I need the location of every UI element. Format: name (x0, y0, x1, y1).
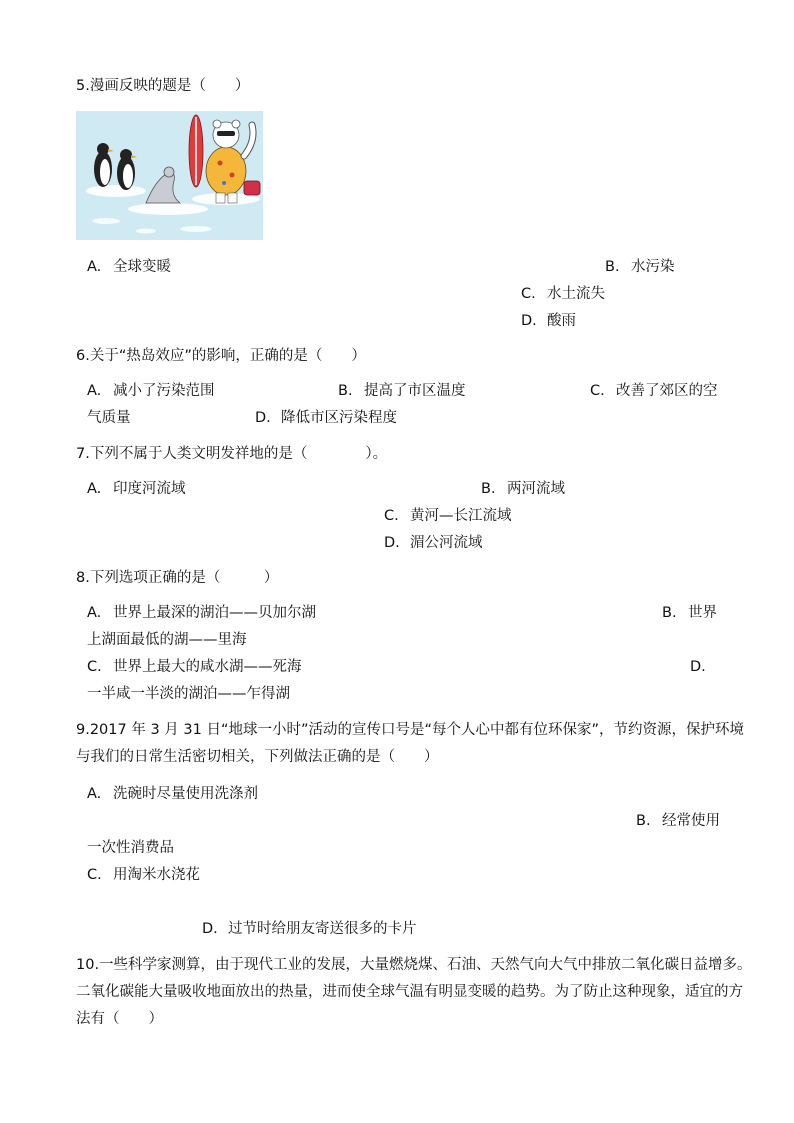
q9-option-b[interactable] (636, 811, 720, 831)
bag-icon (244, 181, 260, 195)
option-letter: C. (87, 659, 102, 675)
q5-option-d[interactable] (521, 311, 576, 331)
option-letter: D. (255, 410, 271, 426)
q6-option-d[interactable] (255, 408, 397, 428)
option-text: 减小了污染范围 (113, 383, 215, 399)
surfboard-icon (189, 115, 203, 187)
option-text: 全球变暖 (113, 259, 171, 275)
q6-option-b[interactable] (338, 381, 466, 401)
option-letter: C. (384, 508, 399, 524)
q5-option-c[interactable] (521, 284, 605, 304)
q5-option-a[interactable] (87, 257, 171, 277)
q9-option-c[interactable] (87, 865, 200, 885)
q10-stem-line2: 二氧化碳能大量吸收地面放出的热量，进而使全球气温有明显变暖的趋势。为了防止这种现象，适宜的方 (76, 984, 743, 1000)
q6-stem: 6.关于“热岛效应”的影响，正确的是（ ） (76, 348, 366, 364)
q7-option-b[interactable] (481, 479, 565, 499)
q8-option-c[interactable] (87, 657, 302, 677)
q8-option-a[interactable] (87, 603, 316, 623)
option-text: 改善了郊区的空 (616, 383, 718, 399)
option-letter: A. (87, 786, 102, 802)
option-letter: A. (87, 605, 102, 621)
option-letter: B. (338, 383, 353, 399)
option-letter: C. (521, 286, 536, 302)
option-letter: C. (87, 867, 102, 883)
q10-stem-line1: 10.一些科学家测算，由于现代工业的发展，大量燃烧煤、石油、天然气向大气中排放二氧化碳日益增多。 (76, 957, 752, 973)
option-letter: B. (605, 259, 620, 275)
q8-stem: 8.下列选项正确的是（ ） (76, 570, 279, 586)
q8-option-b[interactable] (662, 603, 717, 623)
q9-stem-line1: 9.2017 年 3 月 31 日“地球一小时”活动的宣传口号是“每个人心中都有位环保家”，节约资源，保护环境 (76, 722, 745, 738)
option-text: 经常使用 (662, 813, 720, 829)
option-letter: B. (662, 605, 677, 621)
q8-option-d-continued: 一半咸一半淡的湖泊——乍得湖 (87, 686, 290, 702)
option-text: 湄公河流域 (410, 535, 483, 551)
q6-option-c-continued: 气质量 (87, 410, 131, 426)
q8-option-b-continued: 上湖面最低的湖——里海 (87, 632, 247, 648)
q7-option-c[interactable] (384, 506, 512, 526)
q9-option-a[interactable] (87, 784, 258, 804)
option-text: 世界上最深的湖泊——贝加尔湖 (113, 605, 316, 621)
q9-option-d[interactable] (202, 919, 417, 939)
option-letter: D. (690, 659, 706, 675)
option-letter: C. (590, 383, 605, 399)
option-text: 印度河流域 (113, 481, 186, 497)
option-text: 黄河—长江流域 (410, 508, 512, 524)
q10-stem-line3: 法有（ ） (76, 1011, 163, 1027)
q6-option-a[interactable] (87, 381, 215, 401)
option-text: 水土流失 (547, 286, 605, 302)
option-text: 世界上最大的咸水湖——死海 (113, 659, 302, 675)
option-text: 洗碗时尽量使用洗涤剂 (113, 786, 258, 802)
option-text: 酸雨 (547, 313, 576, 329)
q8-option-d[interactable] (690, 657, 706, 677)
cartoon-illustration (76, 111, 263, 240)
q5-option-b[interactable] (605, 257, 675, 277)
q7-option-d[interactable] (384, 533, 483, 553)
option-text: 过节时给朋友寄送很多的卡片 (228, 921, 417, 937)
option-text: 世界 (688, 605, 717, 621)
q9-stem-line2: 与我们的日常生活密切相关，下列做法正确的是（ ） (76, 749, 439, 765)
option-text: 两河流域 (507, 481, 565, 497)
q9-option-b-continued: 一次性消费品 (87, 840, 174, 856)
option-text: 水污染 (631, 259, 675, 275)
option-letter: A. (87, 383, 102, 399)
option-letter: A. (87, 481, 102, 497)
option-text: 降低市区污染程度 (281, 410, 397, 426)
option-letter: D. (384, 535, 400, 551)
q7-stem: 7.下列不属于人类文明发祥地的是（ ）。 (76, 446, 388, 462)
option-letter: D. (521, 313, 537, 329)
option-letter: A. (87, 259, 102, 275)
option-letter: B. (481, 481, 496, 497)
option-letter: B. (636, 813, 651, 829)
q6-option-c[interactable] (590, 381, 718, 401)
q7-option-a[interactable] (87, 479, 186, 499)
q5-stem: 5.漫画反映的题是（ ） (76, 78, 250, 94)
option-text: 用淘米水浇花 (113, 867, 200, 883)
option-letter: D. (202, 921, 218, 937)
option-text: 提高了市区温度 (364, 383, 466, 399)
